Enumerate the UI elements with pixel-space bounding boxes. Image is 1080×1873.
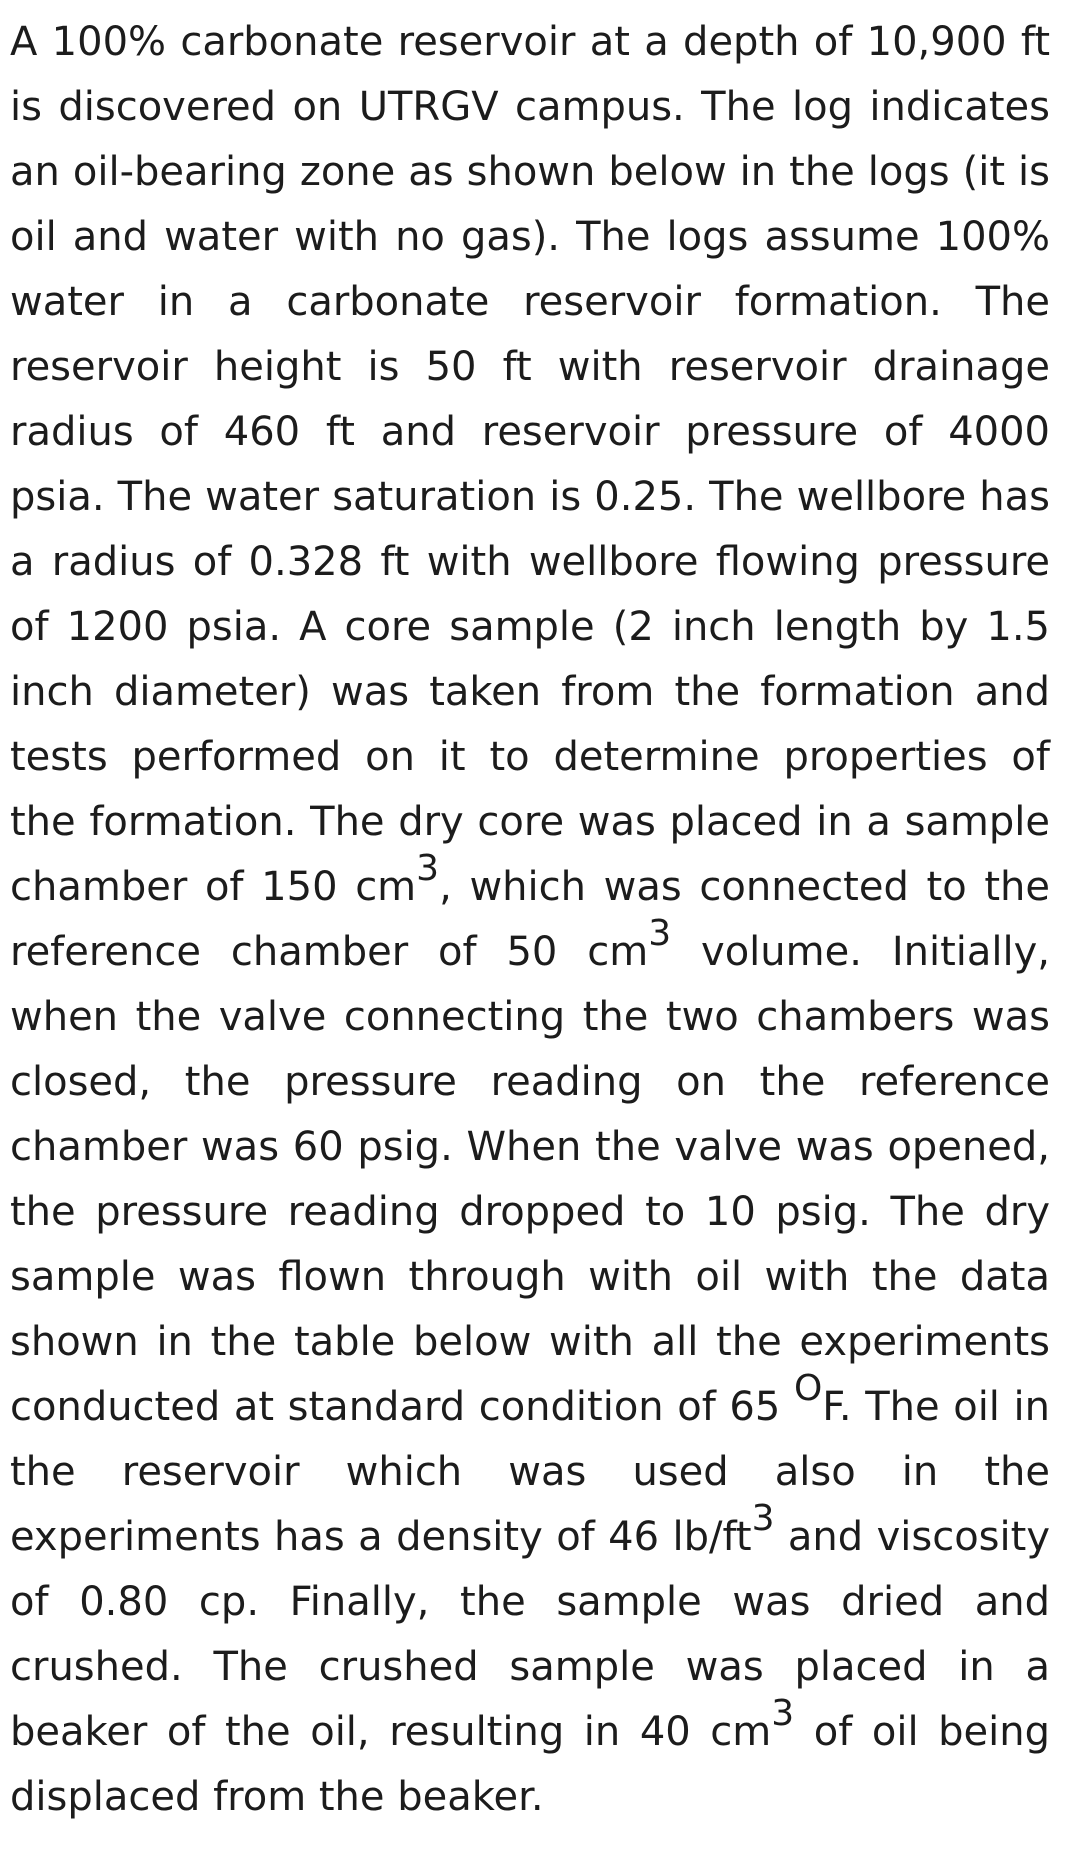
text-segment-5: and viscosity of 0.80 cp. Finally, the sample was dried and crushed. The crushed sample was placed in a beaker of the oil, resulting in 40 cm [10, 1514, 1050, 1755]
superscript-cubed-2: 3 [648, 913, 672, 955]
superscript-cubed-1: 3 [416, 848, 440, 890]
text-segment-4: F. The oil in the reservoir which was used also in the experiments has a density of 46 lb/ft [10, 1384, 1051, 1560]
text-segment-1: A 100% carbonate reservoir at a depth of 10,900 ft is discovered on UTRGV campus. The log indicates an oil-bearing zone as shown below in the logs (it is oil and water with no gas). The logs assume 100% water in a carbonate reservoir formation. The reservoir height is 50 ft with reservoir drainage radius of 460 ft and reservoir pressure of 4000 psia. The water saturation is 0.25. The wellbore has a radius of 0.328 ft with wellbore flowing pressure of 1200 psia. A core sample (2 inch length by 1.5 inch diameter) was taken from the formation and tests performed on it to determine properties of the formation. The dry core was placed in a sample chamber of 150 cm [10, 19, 1050, 910]
text-segment-6: of oil being displaced from the beaker. [10, 1709, 1050, 1820]
superscript-cubed-4: 3 [771, 1693, 795, 1735]
text-segment-2: , which was connected to the reference chamber of 50 cm [10, 864, 1050, 975]
problem-paragraph [10, 10, 1050, 1830]
text-segment-3: volume. Initially, when the valve connecting the two chambers was closed, the pressure reading on the reference chamber was 60 psig. When the valve was opened, the pressure reading dropped to 10 psig. The dry sample was flown through with oil with the data shown in the table below with all the experiments conducted at standard condition of 65 [10, 929, 1051, 1430]
problem-text [10, 10, 1050, 1830]
superscript-cubed-3: 3 [751, 1498, 775, 1540]
superscript-degree: O [793, 1368, 823, 1410]
